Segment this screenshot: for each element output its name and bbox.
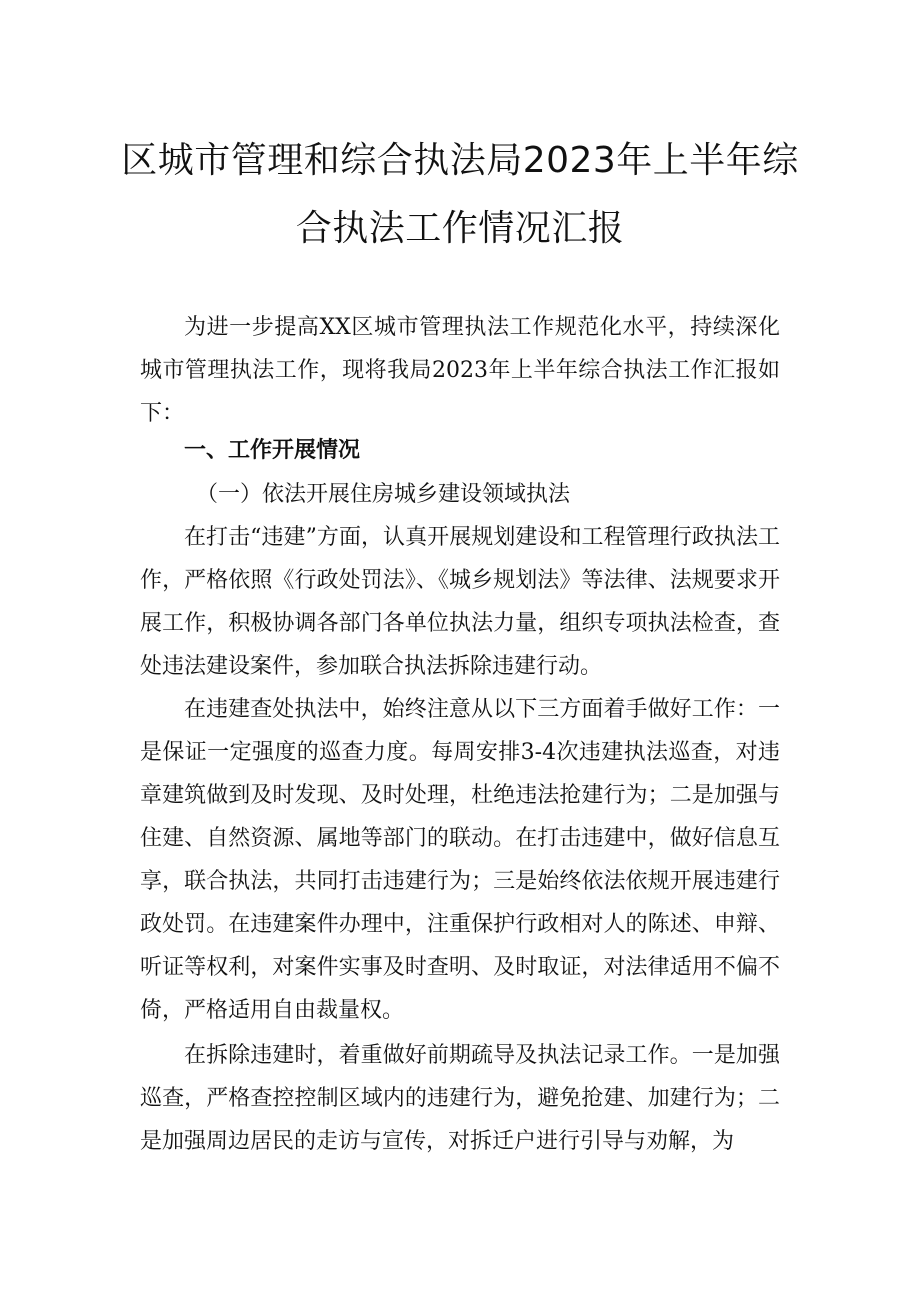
subsection-heading: （一）依法开展住房城乡建设领域执法 [196,482,571,507]
document-title-line-1: 区城市管理和综合执法局2023年上半年综 [121,140,799,181]
section-heading: 一、工作开展情况 [184,438,361,463]
intro-paragraph: 为进一步提高XX区城市管理执法工作规范化水平，持续深化城市管理执法工作，现将我局2023年上半年综合执法工作汇报如下： [140,315,780,426]
paragraph-3: 在拆除违建时，着重做好前期疏导及执法记录工作。一是加强巡查，严格查控控制区域内的违建行为，避免抢建、加建行为；二是加强周边居民的走访与宣传，对拆迁户进行引导与劝解，为 [140,1043,780,1154]
document-title-line-2: 合执法工作情况汇报 [295,208,625,249]
paragraph-1: 在打击“违建”方面，认真开展规划建设和工程管理行政执法工作，严格依照《行政处罚法》、《城乡规划法》等法律、法规要求开展工作，积极协调各部门各单位执法力量，组织专项执法检查，查处违法建设案件，参加联合执法拆除违建行动。 [140,525,780,679]
paragraph-2: 在违建查处执法中，始终注意从以下三方面着手做好工作：一是保证一定强度的巡查力度。每周安排3-4次违建执法巡查，对违章建筑做到及时发现、及时处理，杜绝违法抢建行为；二是加强与住建、自然资源、属地等部门的联动。在打击违建中，做好信息互享，联合执法，共同打击违建行为；三是始终依法依规开展违建行政处罚。在违建案件办理中，注重保护行政相对人的陈述、申辩、听证等权利，对案件实事及时查明、及时取证，对法律适用不偏不倚，严格适用自由裁量权。 [140,697,780,1023]
